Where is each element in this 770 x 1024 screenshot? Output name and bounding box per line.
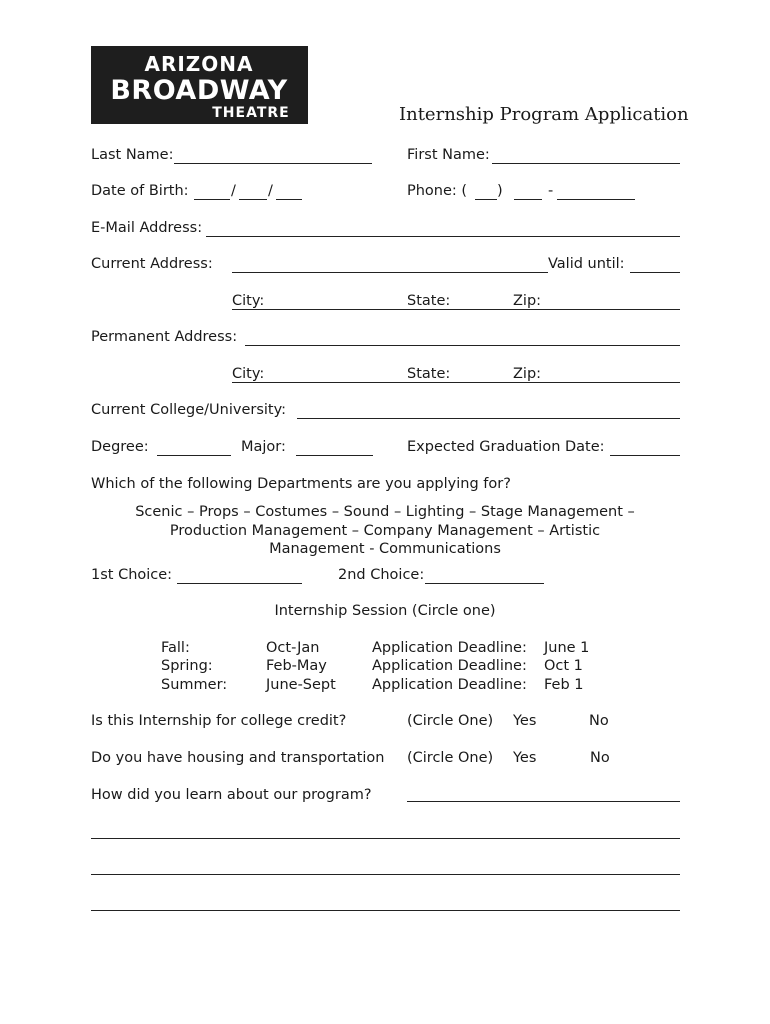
- credit-no-option[interactable]: No: [589, 713, 609, 729]
- credit-yes-option[interactable]: Yes: [513, 713, 537, 729]
- departments-question: Which of the following Departments are you applying for?: [91, 476, 511, 492]
- session-deadline: June 1: [544, 640, 590, 656]
- session-season[interactable]: Spring:: [161, 658, 213, 674]
- page-title: Internship Program Application: [399, 104, 689, 125]
- phone-area-code-field[interactable]: [475, 199, 497, 200]
- permanent-address-label: Permanent Address:: [91, 329, 238, 345]
- college-label: Current College/University:: [91, 402, 287, 418]
- session-heading: Internship Session (Circle one): [274, 603, 496, 619]
- current-address-label: Current Address:: [91, 256, 213, 272]
- phone-number-field[interactable]: [557, 199, 635, 200]
- first-name-field[interactable]: [492, 163, 680, 164]
- state-label: State:: [407, 293, 451, 309]
- permanent-address-field[interactable]: [245, 345, 680, 346]
- major-label: Major:: [241, 439, 286, 455]
- departments-list-line-2: Production Management – Company Management – Artistic: [169, 523, 601, 539]
- first-choice-field[interactable]: [177, 583, 302, 584]
- graduation-date-field[interactable]: [610, 455, 680, 456]
- phone-paren: ): [497, 183, 503, 199]
- circle-one-label: (Circle One): [407, 713, 494, 729]
- degree-label: Degree:: [91, 439, 149, 455]
- logo-line3: THEATRE: [212, 105, 290, 121]
- housing-question: Do you have housing and transportation: [91, 750, 385, 766]
- last-name-label: Last Name:: [91, 147, 174, 163]
- current-address-field[interactable]: [232, 272, 548, 273]
- zip-label: Zip:: [513, 293, 542, 309]
- dob-day-field[interactable]: [239, 199, 267, 200]
- city-label: City:: [232, 293, 265, 309]
- dob-separator: /: [268, 183, 273, 199]
- graduation-date-label: Expected Graduation Date:: [407, 439, 605, 455]
- credit-question: Is this Internship for college credit?: [91, 713, 347, 729]
- dob-year-field[interactable]: [276, 199, 302, 200]
- second-choice-label: 2nd Choice:: [338, 567, 425, 583]
- session-months: June-Sept: [266, 677, 336, 693]
- phone-label: Phone: (: [407, 183, 468, 199]
- city-label: City:: [232, 366, 265, 382]
- learn-answer-line[interactable]: [91, 874, 680, 875]
- dob-month-field[interactable]: [194, 199, 230, 200]
- first-choice-label: 1st Choice:: [91, 567, 173, 583]
- valid-until-label: Valid until:: [548, 256, 625, 272]
- email-field[interactable]: [206, 236, 680, 237]
- logo-line2: BROADWAY: [110, 75, 288, 106]
- learn-answer-field[interactable]: [407, 801, 680, 802]
- dob-separator: /: [231, 183, 236, 199]
- second-choice-field[interactable]: [425, 583, 544, 584]
- permanent-city-state-zip-field[interactable]: [232, 382, 680, 383]
- phone-dash: -: [548, 183, 554, 199]
- housing-yes-option[interactable]: Yes: [513, 750, 537, 766]
- session-months: Oct-Jan: [266, 640, 320, 656]
- session-deadline: Oct 1: [544, 658, 583, 674]
- departments-list-line-3: Management - Communications: [269, 541, 501, 557]
- session-deadline-label: Application Deadline:: [372, 658, 527, 674]
- session-months: Feb-May: [266, 658, 327, 674]
- last-name-field[interactable]: [174, 163, 372, 164]
- current-city-state-zip-field[interactable]: [232, 309, 680, 310]
- logo-line1: ARIZONA: [144, 52, 254, 76]
- learn-answer-line[interactable]: [91, 838, 680, 839]
- phone-prefix-field[interactable]: [514, 199, 542, 200]
- first-name-label: First Name:: [407, 147, 490, 163]
- degree-field[interactable]: [157, 455, 231, 456]
- state-label: State:: [407, 366, 451, 382]
- session-season[interactable]: Summer:: [161, 677, 228, 693]
- circle-one-label: (Circle One): [407, 750, 494, 766]
- session-deadline: Feb 1: [544, 677, 584, 693]
- learn-question: How did you learn about our program?: [91, 787, 372, 803]
- major-field[interactable]: [296, 455, 373, 456]
- zip-label: Zip:: [513, 366, 542, 382]
- dob-label: Date of Birth:: [91, 183, 189, 199]
- email-label: E-Mail Address:: [91, 220, 203, 236]
- housing-no-option[interactable]: No: [590, 750, 610, 766]
- session-deadline-label: Application Deadline:: [372, 677, 527, 693]
- departments-list-line-1: Scenic – Props – Costumes – Sound – Lighting – Stage Management –: [135, 504, 635, 520]
- college-field[interactable]: [297, 418, 680, 419]
- learn-answer-line[interactable]: [91, 910, 680, 911]
- valid-until-field[interactable]: [630, 272, 680, 273]
- session-season[interactable]: Fall:: [161, 640, 190, 656]
- arizona-broadway-theatre-logo: [91, 46, 308, 124]
- session-deadline-label: Application Deadline:: [372, 640, 527, 656]
